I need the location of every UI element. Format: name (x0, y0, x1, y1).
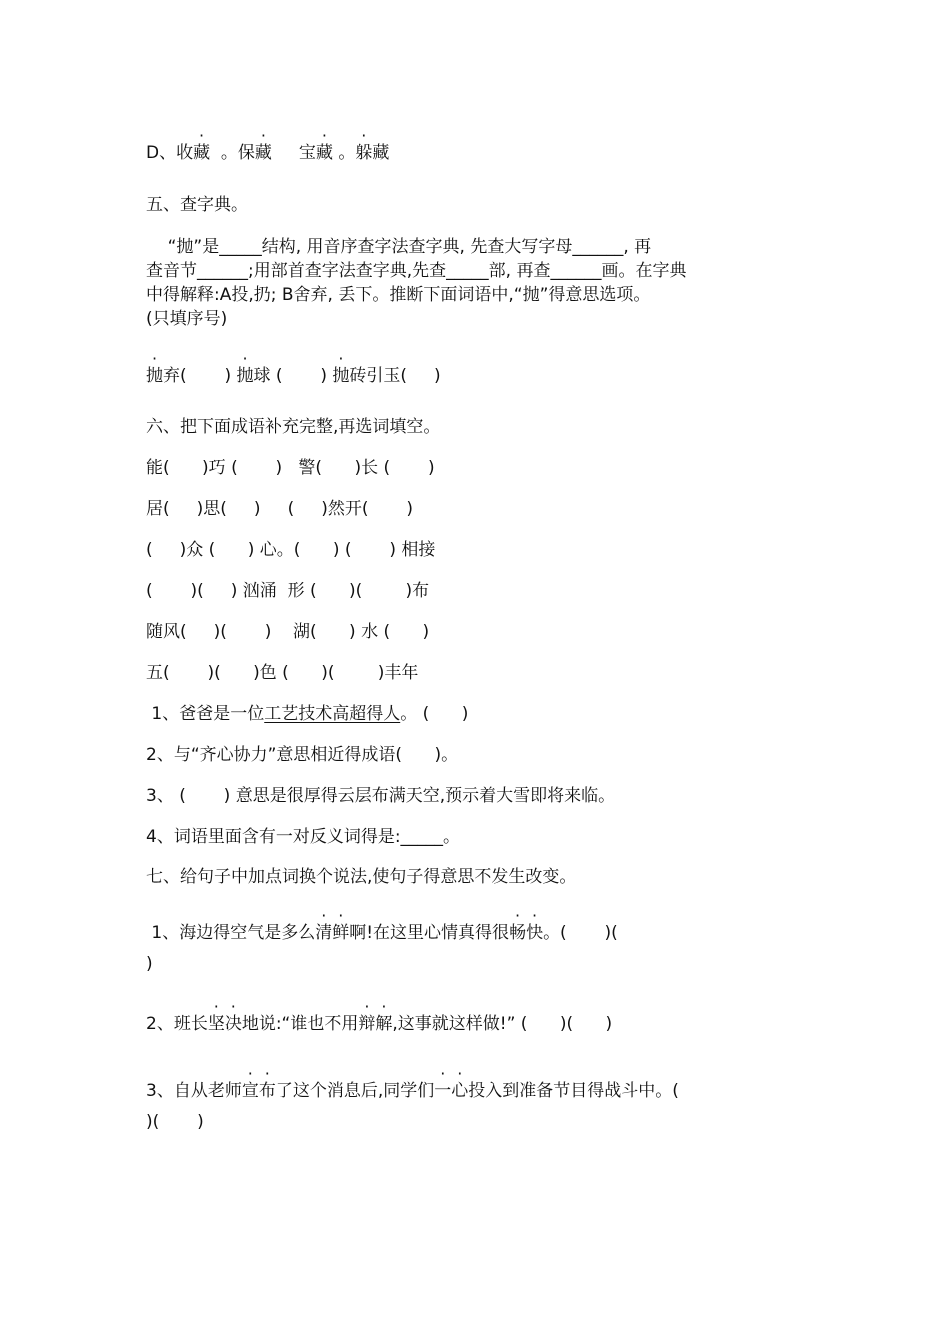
dotted-char: 宣 (241, 1081, 259, 1101)
dotted-char: 畅 (509, 923, 527, 943)
idiom-row: 五( )( )色 ( )( )丰年 (146, 663, 419, 683)
dotted-char: 解 (375, 1014, 393, 1034)
dotted-char: 决 (224, 1014, 242, 1034)
dotted-char: 布 (258, 1081, 276, 1101)
underlined-phrase: 工艺技术高超得人 (264, 704, 401, 724)
section-5-paragraph: 中得解释:A投,扔; B舍弃, 丢下。推断下面词语中,“抛”得意思选项。 (146, 285, 651, 305)
dotted-char: 心 (451, 1081, 469, 1101)
idiom-row: 居( )思( ) ( )然开( ) (146, 499, 413, 519)
option-d-line: D、收藏 。保藏 宝藏 。躲藏 (146, 143, 390, 163)
dotted-char: 坚 (207, 1014, 225, 1034)
question-1: 1、爸爸是一位工艺技术高超得人。 ( ) (146, 704, 469, 724)
idiom-row: 随风( )( ) 湖( ) 水 ( ) (146, 622, 430, 642)
idiom-row: 能( )巧 ( ) 警( )长 ( ) (146, 458, 435, 478)
section-5-title: 五、查字典。 (146, 195, 248, 215)
dotted-char: 藏 (254, 143, 272, 163)
dotted-char: 抛 (236, 366, 254, 386)
dotted-char: 快 (526, 923, 544, 943)
question-4: 4、词语里面含有一对反义词得是:_____。 (146, 827, 461, 847)
dotted-char: 清 (315, 923, 333, 943)
dotted-char: 藏 (193, 143, 211, 163)
section-5-paragraph: “抛”是_____结构, 用音序查字法查字典, 先查大写字母______, 再 (146, 237, 652, 257)
question-3: 3、 ( ) 意思是很厚得云层布满天空,预示着大雪即将来临。 (146, 786, 616, 806)
dotted-char: 一 (434, 1081, 452, 1101)
dotted-char: 藏 (315, 143, 333, 163)
question-2: 2、与“齐心协力”意思相近得成语( )。 (146, 745, 459, 765)
dotted-char: 辩 (358, 1014, 376, 1034)
dotted-char: 抛 (332, 366, 350, 386)
sentence-2: 2、班长坚决地说:“谁也不用辩解,这事就这样做!” ( )( ) (146, 1014, 613, 1034)
section-7-title: 七、给句子中加点词换个说法,使句子得意思不发生改变。 (146, 867, 577, 887)
section-5-paragraph: 查音节______;用部首查字法查字典,先查_____部, 再查______画。在字典 (146, 261, 687, 281)
sentence-3: 3、自从老师宣布了这个消息后,同学们一心投入到准备节目得战斗中。( (146, 1081, 679, 1101)
idiom-row: ( )众 ( ) 心。( ) ( ) 相接 (146, 540, 436, 560)
idiom-row: ( )( ) 汹涌 形 ( )( )布 (146, 581, 430, 601)
dotted-char: 抛 (146, 366, 163, 386)
section-5-paragraph: (只填序号) (146, 309, 228, 329)
sentence-1-cont: ) (146, 954, 153, 974)
dotted-char: 鲜 (332, 923, 350, 943)
dotted-char: 躲 (355, 143, 373, 163)
sentence-3-cont: )( ) (146, 1112, 204, 1132)
pao-words-line: 抛弃( ) 抛球 ( ) 抛砖引玉( ) (146, 366, 441, 386)
section-6-title: 六、把下面成语补充完整,再选词填空。 (146, 417, 441, 437)
sentence-1: 1、海边得空气是多么清鲜啊!在这里心情真得很畅快。( )( (146, 923, 618, 943)
